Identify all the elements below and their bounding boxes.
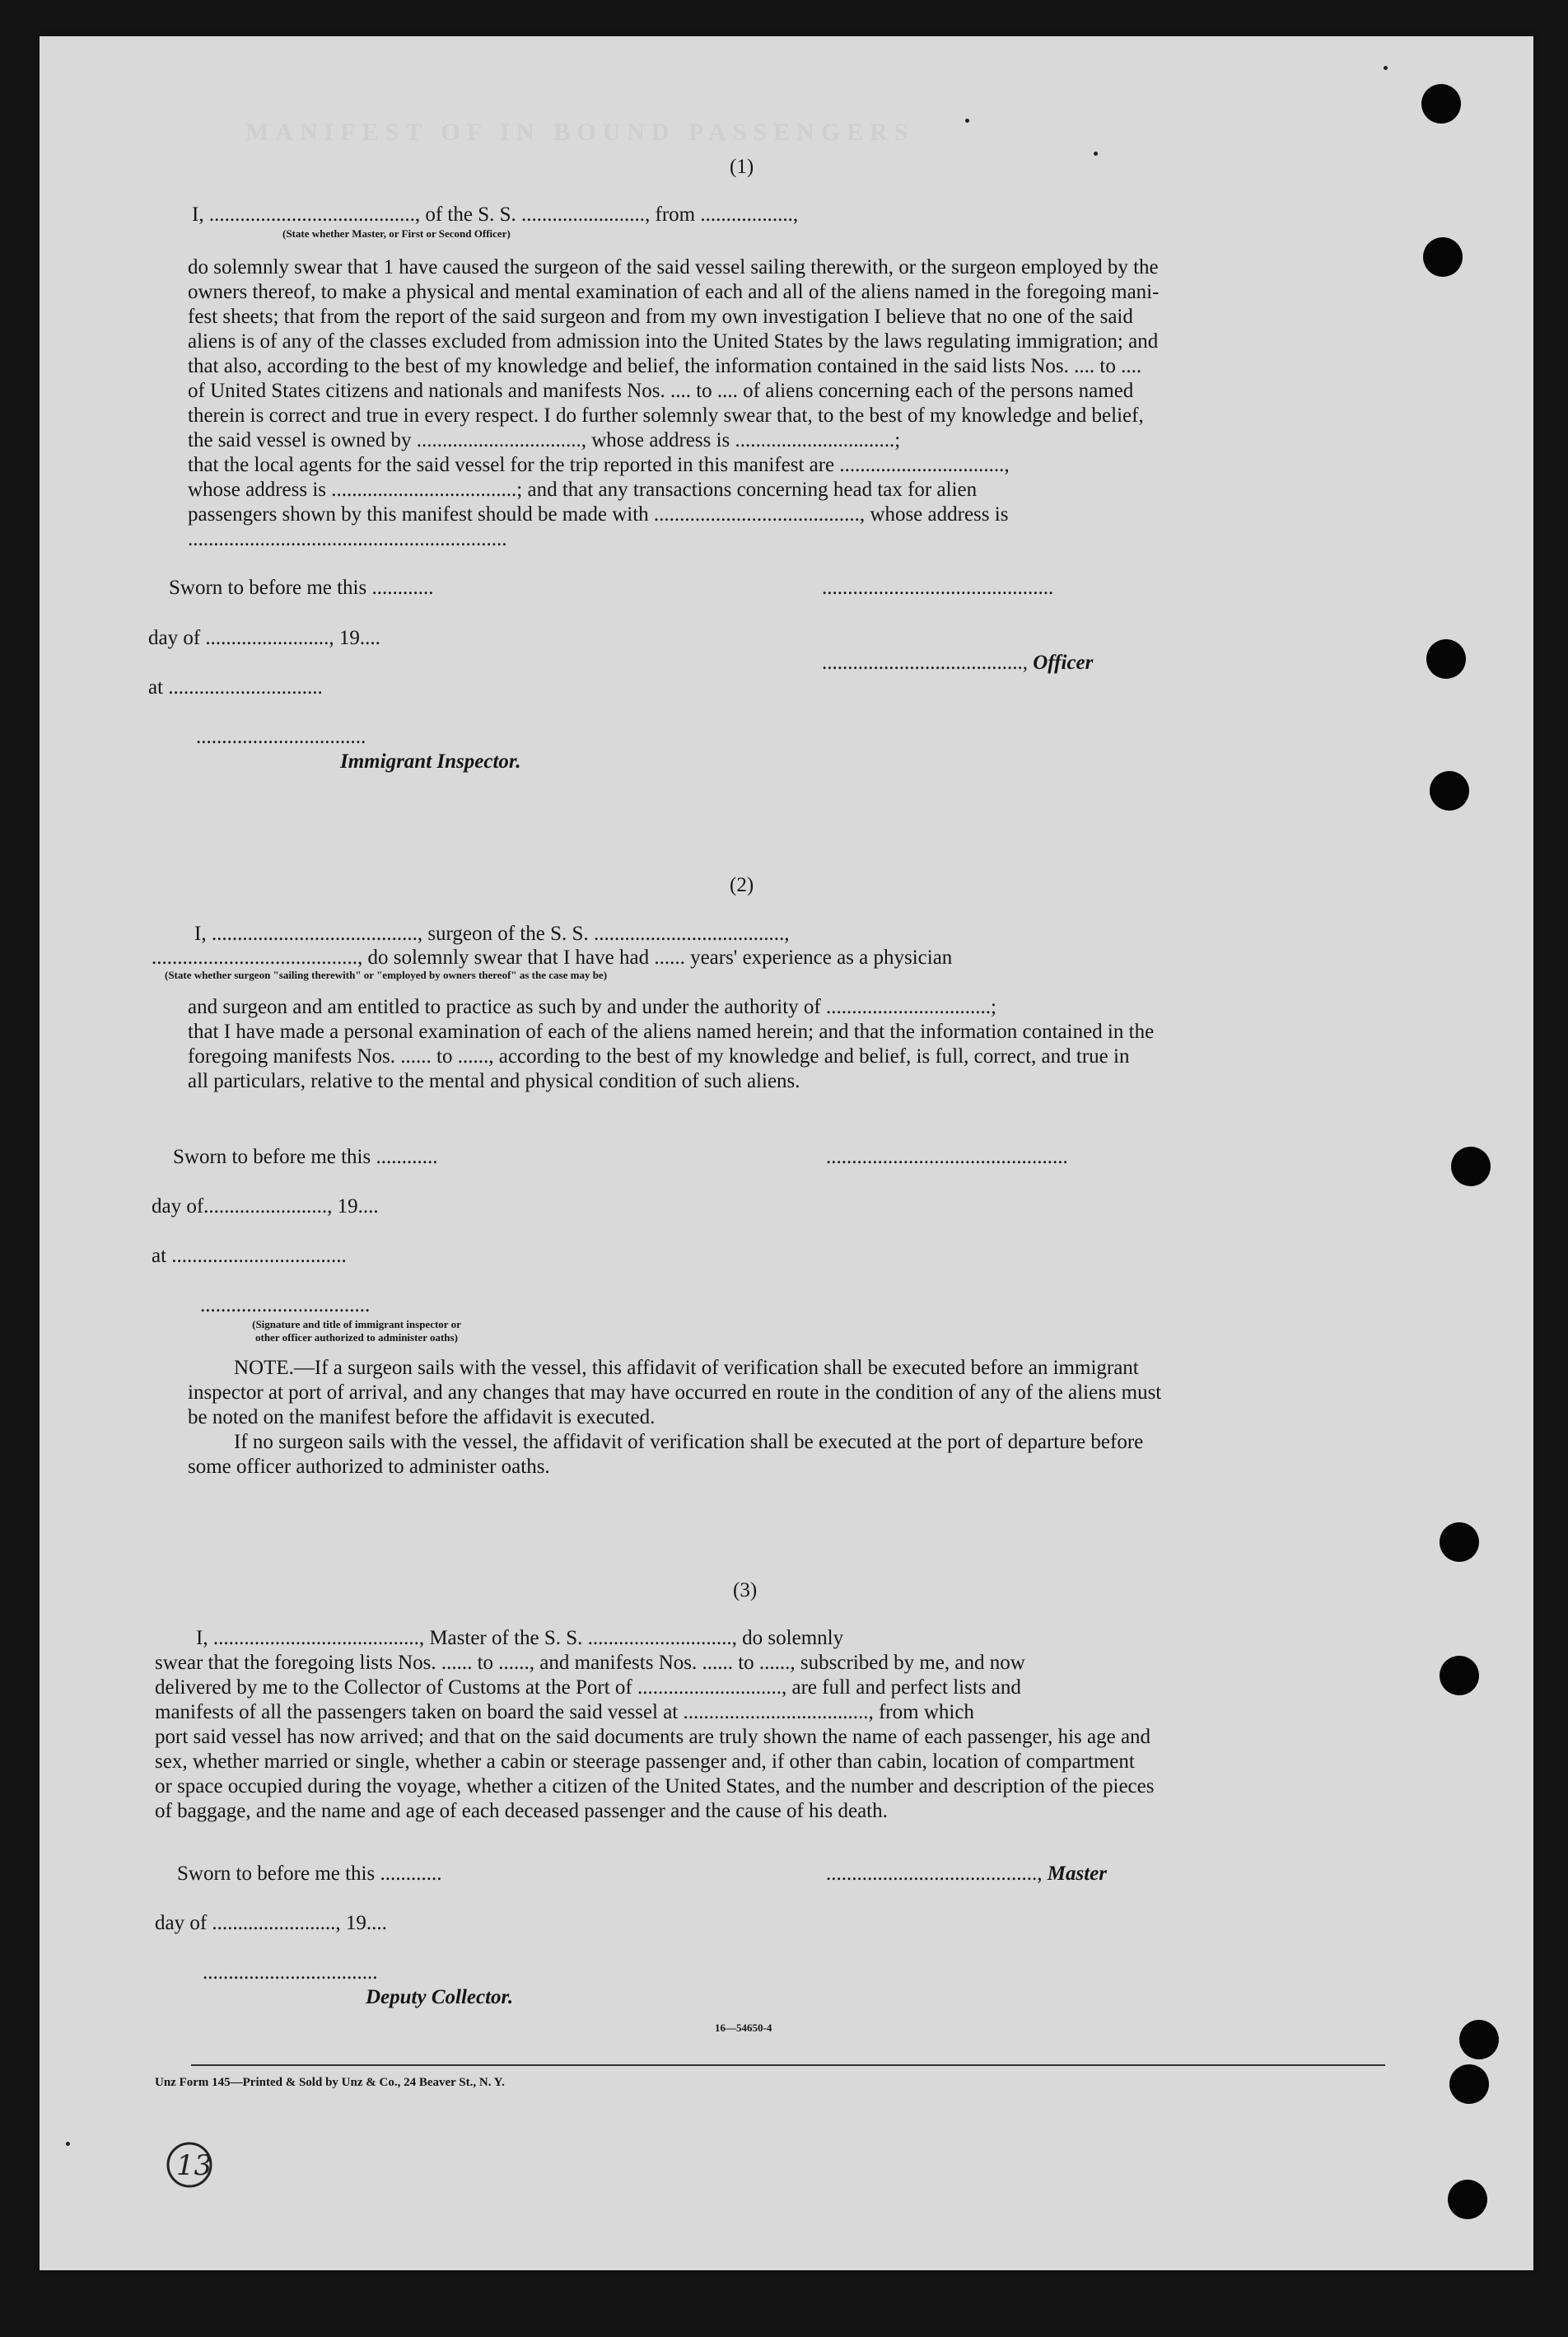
faded-header: MANIFEST OF IN BOUND PASSENGERS xyxy=(245,119,915,146)
section1-inspector-label: Immigrant Inspector. xyxy=(340,750,521,773)
punch-hole xyxy=(1451,1147,1491,1186)
section1-number: (1) xyxy=(730,156,754,178)
section1-inspector-dots: ................................. xyxy=(196,726,366,748)
section1-body-tail: .............................................................. xyxy=(188,528,507,550)
section1-opening-line: I, ........................................, of the S. S. ........................, from .................., xyxy=(192,203,799,226)
printer-imprint: Unz Form 145—Printed & Sold by Unz & Co., 24 Beaver St., N. Y. xyxy=(155,2076,505,2089)
punch-hole xyxy=(1449,2064,1489,2104)
punch-hole xyxy=(1430,771,1469,811)
section3-number: (3) xyxy=(733,1579,758,1601)
speck xyxy=(66,2142,70,2146)
section1-signature-line: ............................................. xyxy=(822,577,1054,599)
punch-hole xyxy=(1421,84,1461,124)
section2-day-of-line: day of........................, 19.... xyxy=(152,1195,379,1218)
punch-hole xyxy=(1459,2020,1499,2059)
section2-note: NOTE.—If a surgeon sails with the vessel, this affidavit of verification shall be executed before an immigrant inspector at port of arrival, and any changes that may have occurred en route in the condition of any of the aliens must be noted on the manifest before the affidavit is executed. If no surgeon sails with the vessel, the affidavit of verification shall be executed at the port of departure before some officer authorized to administer oaths. xyxy=(188,1357,1162,1478)
section2-line2: ........................................, do solemnly swear that I have had ...... years' experience as a physician xyxy=(152,946,953,969)
section1-oath-text: do solemnly swear that 1 have caused the surgeon of the said vessel sailing therewith, or the surgeon employed by the owners thereof, to make a physical and mental examination of each and all of the aliens named in the foregoing mani- fest sheets; that from the report of the said surgeon and from my own investigation I believe that no one of the said aliens is of any of the classes excluded from admission into the United States by the laws regulating immigration; and that also, according to the best of my knowledge and belief, the information contained in the said lists Nos. .... to .... of United States citizens and nationals and manifests Nos. .... to .... of aliens concerning each of the persons named therein is correct and true in every respect. I do further solemnly swear that, to the best of my knowledge and belief, the said vessel is owned by ................................, whose address is ...............................; that the local agents for the said vessel for the trip reported in this manifest are ................................, whose address is ....................................; and that any transactions concerning head tax for alien passengers shown by this manifest should be made with ........................................, whose address is xyxy=(188,256,1160,526)
section1-at-line: at .............................. xyxy=(148,676,323,699)
footer-rule xyxy=(191,2064,1385,2066)
punch-hole xyxy=(1448,2180,1487,2219)
section1-officer-type-label: (State whether Master, or First or Second Officer) xyxy=(282,227,511,240)
svg-text:13: 13 xyxy=(176,2149,212,2182)
handwritten-page-number xyxy=(161,2135,219,2193)
section3-collector-label: Deputy Collector. xyxy=(366,1986,514,2008)
section2-signature-line: ............................................... xyxy=(826,1146,1068,1168)
section3-oath-text: I, ........................................, Master of the S. S. ............................, do solemnly swear that the foregoing lists Nos. ...... to ......, and manifests Nos. ...... to ......, subscribed by me, and now delivered by me to the Collector of Customs at the Port of ............................, are full and perfect lists and manifests of all the passengers taken on board the said vessel at ...................................., from which port said vessel has now arrived; and that on the said documents are truly shown the name of each passenger, his age and sex, whether married or single, whether a cabin or steerage passenger and, if other than cabin, location of compartment or space occupied during the voyage, whether a citizen of the United States, and the number and description of the pieces of baggage, and the name and age of each deceased passenger and the cause of his death. xyxy=(155,1627,1155,1822)
section2-surgeon-type-label: (State whether surgeon "sailing therewith" or "employed by owners thereof" as the case may be) xyxy=(165,969,608,981)
speck xyxy=(1384,66,1388,70)
form-number: 16—54650-4 xyxy=(715,2022,772,2034)
section2-number: (2) xyxy=(730,874,754,896)
punch-hole xyxy=(1423,237,1463,277)
section2-oath-text: and surgeon and am entitled to practice as such by and under the authority of ................................; that I have made a personal examination of each of the aliens named herein; and that the information contained in the foregoing manifests Nos. ...... to ......, according to the best of my knowledge and belief, is full, correct, and true in all particulars, relative to the mental and physical condition of such aliens. xyxy=(188,996,1155,1092)
section2-at-line: at .................................. xyxy=(152,1245,347,1267)
section2-sworn-line: Sworn to before me this ............ xyxy=(173,1146,438,1168)
punch-hole xyxy=(1440,1656,1479,1695)
speck xyxy=(1094,152,1098,156)
manifest-page xyxy=(40,36,1533,2270)
section3-master-line: ........................................., Master xyxy=(826,1863,1107,1885)
section2-signature-dots: ................................. xyxy=(200,1294,371,1316)
section2-line1: I, ........................................, surgeon of the S. S. ....................................., xyxy=(194,923,790,945)
speck xyxy=(965,119,969,123)
punch-hole xyxy=(1440,1522,1479,1562)
section2-signature-caption: (Signature and title of immigrant inspector or other officer authorized to administer oaths) xyxy=(252,1318,461,1344)
section3-collector-dots: .................................. xyxy=(203,1961,378,1984)
section1-sworn-line: Sworn to before me this ............ xyxy=(169,577,434,599)
section3-sworn-line: Sworn to before me this ............ xyxy=(177,1863,442,1885)
section3-day-of-line: day of ........................, 19.... xyxy=(155,1912,387,1934)
section1-officer-line: ......................................., Officer xyxy=(822,652,1094,674)
section1-day-of-line: day of ........................, 19.... xyxy=(148,627,380,649)
punch-hole xyxy=(1426,639,1466,679)
